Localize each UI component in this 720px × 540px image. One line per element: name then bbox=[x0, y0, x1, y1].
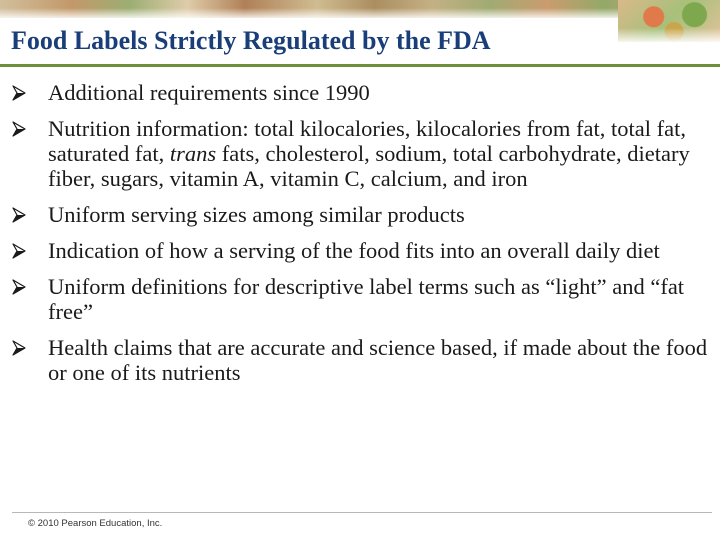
bullet-text: Uniform definitions for descriptive label terms such as “light” and “fat free” bbox=[48, 274, 685, 324]
bullet-text-italic: trans bbox=[169, 141, 217, 166]
arrowhead-bullet-icon bbox=[12, 207, 26, 223]
bullet-item bbox=[0, 202, 710, 227]
header-banner-fade bbox=[0, 8, 720, 20]
copyright-text: © 2010 Pearson Education, Inc. bbox=[28, 518, 163, 529]
title-divider bbox=[0, 64, 720, 67]
bullet-item bbox=[0, 274, 710, 324]
slide-footer bbox=[0, 505, 720, 540]
arrowhead-bullet-icon bbox=[12, 340, 26, 356]
arrowhead-bullet-icon bbox=[12, 279, 26, 295]
arrowhead-bullet-icon bbox=[12, 243, 26, 259]
footer-divider bbox=[12, 512, 712, 513]
slide-title: Food Labels Strictly Regulated by the FDA bbox=[11, 26, 491, 55]
bullet-item bbox=[0, 335, 710, 385]
corner-image-fade bbox=[618, 28, 720, 44]
bullet-item bbox=[0, 238, 710, 263]
bullet-item bbox=[0, 116, 710, 191]
bullet-list bbox=[0, 80, 710, 396]
bullet-item bbox=[0, 80, 710, 105]
bullet-text: Additional requirements since 1990 bbox=[48, 80, 370, 105]
bullet-text: fats, cholesterol, sodium, total carbohydrate, dietary fiber, sugars, vitamin A, vitamin C, calcium, and iron bbox=[48, 141, 690, 191]
bullet-text: Health claims that are accurate and science based, if made about the food or one of its nutrients bbox=[48, 335, 708, 385]
arrowhead-bullet-icon bbox=[12, 85, 26, 101]
arrowhead-bullet-icon bbox=[12, 121, 26, 137]
bullet-text: Uniform serving sizes among similar products bbox=[48, 202, 465, 227]
bullet-text: Indication of how a serving of the food fits into an overall daily diet bbox=[48, 238, 660, 263]
bullet-text: Nutrition information: total kilocalories, kilocalories from fat, total fat, saturated fat, bbox=[48, 116, 686, 166]
